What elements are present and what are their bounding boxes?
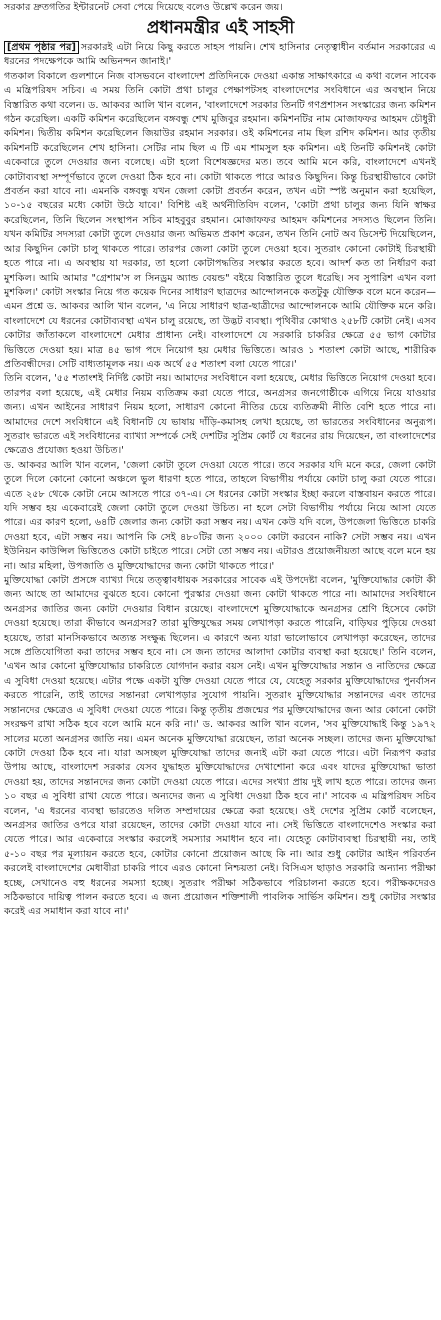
article-body	[0, 41, 441, 920]
article-paragraph: তিনি বলেন, '৫৫ শতাংশই নির্দিষ্ট কোটা নয়। আমাদের সংবিধানে বলা হয়েছে, মেধার ভিত্তিতে নিয়োগ দেওয়া হবে। তারপর বলা হয়েছে, এই মেধার নিয়ম ব্যতিক্রম করা যেতে পারে, অনগ্রসর জনগোষ্ঠীকে এগিয়ে নিয়ে যাওয়ার জন্য। এখন আইনের সাধারণ নিয়ম হলো, সাধারণ কোনো নীতির চেয়ে ব্যতিক্রমী নীতি বেশি হতে পারে না। আমাদের দেশে সংবিধানে এই বিধানটি যে ভাষায় দাঁড়ি-কমাসহ লেখা হয়েছে, তা ভারতের সংবিধানের অনুরূপ। সুতরাং ভারতে এই সংবিধানের ব্যাখ্যা সম্পর্কে সেই দেশটির সুপ্রিম কোর্ট যে ধরনের রায় দিয়েছেন, তা বাংলাদেশের ক্ষেত্রেও প্রযোজ্য হওয়া উচিত।'	[4, 373, 436, 457]
article-paragraph: গতকাল বিকালে গুলশানে নিজ বাসভবনে বাংলাদেশ প্রতিদিনকে দেওয়া একান্ত সাক্ষাৎকারে এ কথা বলেন সাবেক এ মন্ত্রিপরিষদ সচিব। এ সময় তিনি কোটা প্রথা চালুর পেক্ষাপটসহ বাংলাদেশের সংবিধানে এর অবস্থান নিয়ে বিস্তারিত কথা বলেন। ড. আকবর আলি খান বলেন, 'বাংলাদেশে সরকার তিনটি গণপ্রশাসন সংস্কারের জন্য কমিশন গঠন করেছিল। একটি কমিশন করেছিলেন বঙ্গবন্ধু শেখ মুজিবুর রহমান। কমিশনটির নাম মোজাফফর আহমদ চৌধুরী কমিশন। দ্বিতীয় কমিশন করেছিলেন জিয়াউর রহমান সরকার। ওই কমিশনের নাম ছিল রশিদ কমিশন। আর তৃতীয় কমিশনটি করেছিলেন শেখ হাসিনা। সেটির নাম ছিল এ টি এম শামসুল হক কমিশন। এই তিনটি কমিশনই কোটা একেবারে তুলে দেওয়ার জন্য বলেছে। এটা হলো বিশেষজ্ঞদের মত। তবে আমি মনে করি, বাংলাদেশে এখনই কোটাব্যবস্থা সম্পূর্ণভাবে তুলে দেওয়া ঠিক হবে না। কোটা থাকতে পারে আরও কিছুদিন। কিন্তু চিরস্থায়ীভাবে কোটা প্রবর্তন করা যাবে না। এমনকি বঙ্গবন্ধু যখন জেলা কোটা প্রবর্তন করেন, তখন এটা স্পষ্ট অনুমান করা হয়েছিল, ১০-১৫ বছরের মধ্যে কোটা উঠে যাবে।' বিশিষ্ট এই অর্থনীতিবিদ বলেন, 'কোটা প্রথা চালুর জন্য যিনি স্বাক্ষর করেছিলেন, তিনি ছিলেন সংস্থাপন সচিব মাহবুবুর রহমান। মোজাফফর আহমদ কমিশনের সদস্যও ছিলেন তিনি। যখন কমিটির সদস্যরা কোটা তুলে দেওয়ার জন্য অভিমত প্রকাশ করেন, তখন তিনি নোট অব ডিসেন্ট দিয়েছিলেন, আর কিছুদিন কোটা চালু থাকতে পারে। তারপর জেলা কোটা তুলে দেওয়া হবে। সুতরাং কোনো কোটাই চিরস্থায়ী হতে পারে না। এ অবস্থায় যা দরকার, তা হলো কোটাপদ্ধতির সংস্কার করতে হবে। আদর্শ কত তা নির্ধারণ করা মুশকিল। আমি আমার "গ্রেশাম'স ল সিনড্রম অ্যান্ড বেয়ন্ড" বইয়ে বিস্তারিত তুলে ধরেছি। সব সুপারিশ এখন বলা মুশকিল।' কোটা সংস্কার নিয়ে গত কয়েক দিনের সাধারণ ছাত্রদের আন্দোলনকে কতটুকু যৌক্তিক বলে মনে করেন—এমন প্রশ্নে ড. আকবর আলি খান বলেন, 'এ নিয়ে সাধারণ ছাত্র-ছাত্রীদের আন্দোলনকে আমি যৌক্তিক মনে করি। বাংলাদেশে যে ধরনের কোটাব্যবস্থা এখন চালু রয়েছে, তা উদ্ভট ব্যবস্থা। পৃথিবীর কোথাও ২৫৮টি কোটা নেই। এসব কোটার জাঁতাকলে বাংলাদেশে মেধার প্রাধান্য নেই। বাংলাদেশে যে সরকারি চাকরির ক্ষেত্রে ৫৫ ভাগ কোটার ভিত্তিতে দেওয়া হয়। মাত্র ৪৫ ভাগ পদে নিয়োগ হয় মেধার ভিত্তিতে। আরও ১ শতাংশ কোটা আছে, শারীরিক প্রতিবন্ধীদের। সেটি বাধ্যতামূলক নয়। এক অর্থে ৫৫ শতাংশ বলা যেতে পারে।'	[4, 70, 436, 370]
article-paragraph: মুক্তিযোদ্ধা কোটা প্রসঙ্গে ব্যাখ্যা দিয়ে তত্ত্বাবধায়ক সরকারের সাবেক এই উপদেষ্টা বলেন, 'মুক্তিযোদ্ধার কোটা কী জন্য আছে তা আমাদের বুঝতে হবে। কোনো পুরস্কার দেওয়া জন্য কোটা থাকতে পারে না। আমাদের সংবিধানে অনগ্রসর জাতির জন্য কোটা দেওয়ার বিধান রয়েছে। বাংলাদেশে মুক্তিযোদ্ধাকে অনগ্রসর শ্রেণি হিসেবে কোটা দেওয়া হয়েছে। তারা কীভাবে অনগ্রসর? তারা মুক্তিযুদ্ধের সময় লেখাপড়া করতে পারেনি, বাড়িঘর পুড়িয়ে দেওয়া হয়েছে, তারা মানসিকভাবে অত্যন্ত সংক্ষুব্ধ ছিলেন। এ কারণে অন্য যারা ভালোভাবে লেখাপড়া করেছেন, তাদের সঙ্গে প্রতিযোগিতা করা তাদের সম্ভব হবে না। সে জন্য তাদের আলাদা কোটার ব্যবস্থা করা হয়েছে।' তিনি বলেন, 'এখন আর কোনো মুক্তিযোদ্ধার চাকরিতে যোগদান করার বয়স নেই। এখন মুক্তিযোদ্ধার সন্তান ও নাতিদের ক্ষেত্রে এ সুবিধা দেওয়া হয়েছে। এটার পক্ষে একটা যুক্তি দেওয়া যেতে পারে যে, যেহেতু সরকার মুক্তিযোদ্ধাদের পুনর্বাসন করতে পারেনি, তাই তাদের সন্তানরা লেখাপড়ার সুযোগ পায়নি। সুতরাং মুক্তিযোদ্ধার সন্তানদের এবং তাদের সন্তানদের ক্ষেত্রেও এ সুবিধা দেওয়া যেতে পারে। কিন্তু তৃতীয় প্রজন্মের পর মুক্তিযোদ্ধাদের জন্য আর কোনো কোটা সংরক্ষণ রাখা সঠিক হবে বলে আমি মনে করি না।' ড. আকবর আলি খান বলেন, 'সব মুক্তিযোদ্ধাই কিন্তু ১৯৭২ সালের মতো অনগ্রসর জাতি নয়। এমন অনেক মুক্তিযোদ্ধা রয়েছেন, তারা অনেক সচ্ছল। তাদের জন্য মুক্তিযোদ্ধা কোটা দেওয়া ঠিক হবে না। যারা অসচ্ছল মুক্তিযোদ্ধা তাদের জন্যই এটা করা যেতে পারে। এটা নিরূপণ করার উপায় আছে, বাংলাদেশ সরকার যেসব যুদ্ধাহত মুক্তিযোদ্ধাদের দেখাশোনা করে এবং যাদের মুক্তিযোদ্ধা ভাতা দেওয়া হয়, তাদের সন্তানদের জন্য কোটা দেওয়া যেতে পারে। এদের সংখ্যা প্রায় দুই লাখ হতে পারে। তাদের জন্য ১০ বছর এ সুবিধা রাখা যেতে পারে। অন্যদের জন্য এ সুবিধা দেওয়া ঠিক হবে না।' সাবেক এ মন্ত্রিপরিষদ সচিব বলেন, 'এ ধরনের ব্যবস্থা ভারতেও দলিত সম্প্রদায়ের ক্ষেত্রে করা হয়েছে। ওই দেশের সুপ্রিম কোর্ট বলেছেন, অনগ্রসর জাতির ওপরে যারা রয়েছেন, তাদের কোটা দেওয়া যাবে না। সেই ভিত্তিতে বাংলাদেশেও সংস্কার করা যেতে পারে। আর একেবারে সংস্কার করলেই সমস্যার সমাধান হবে না। যেহেতু কোটাব্যবস্থা চিরস্থায়ী নয়, তাই ৫-১০ বছর পর মূল্যায়ন করতে হবে, কোটার কোনো প্রয়োজন আছে কি না। আর শুধু কোটার আইন পরিবর্তন করলেই বাংলাদেশের মেধাবীরা চাকরি পাবে এরও কোনো নিশ্চয়তা নেই। বিসিএস ছাড়াও সরকারি অন্যান্য পরীক্ষা হচ্ছে, সেখানেও বহু ধরনের সমস্যা হচ্ছে। সুতরাং পরীক্ষা সঠিকভাবে পরিচালনা করতে হবে। পরীক্ষকদেরও সঠিকভাবে দায়িত্ব পালন করতে হবে। এ জন্য প্রয়োজন শক্তিশালী পাবলিক সার্ভিস কমিশন। শুধু কোটার সংস্কার করেই এর সমাধান করা যাবে না।'	[4, 575, 436, 918]
paragraph-text: সরকারই এটা নিয়ে কিছু করতে সাহস পায়নি। শেখ হাসিনার নেতৃত্বাধীন বর্তমান সরকারের এ ধরনের পদক্ষেপকে আমি অভিনন্দন জানাই।'	[4, 42, 436, 68]
previous-article-tail: সরকার দ্রুতগতির ইন্টারনেট সেবা পেয়ে দিয়েছে বলেও উল্লেখ করেন জয়।	[4, 2, 283, 13]
article-paragraph	[4, 41, 436, 70]
article-paragraph: ড. আকবর আলি খান বলেন, 'জেলা কোটা তুলে দেওয়া যেতে পারে। তবে সরকার যদি মনে করে, জেলা কোটা তুলে দিলে কোনো কোনো অঞ্চলে ভুল ধারণা হতে পারে, তাহলে বিভাগীয় পর্যায়ে কোটা চালু করা যেতে পারে। এতে ২৫৮ থেকে কোটা নেমে আসতে পারে ৩৭-এ। সে ধরনের কোটা সংস্কার ইচ্ছা করলে বাস্তবায়ন করতে পারে। যদি সম্ভব হয় একেবারেই জেলা কোটা তুলে দেওয়া উচিত। না হলে সেটা বিভাগীয় পর্যায়ে নিয়ে আসা যেতে পারে। এর কারণ হলো, ৬৪টি জেলার জন্য কোটা করা সম্ভব নয়। এখন কেউ যদি বলে, উপজেলা ভিত্তিতে চাকরি দেওয়া হবে, এটা সম্ভব নয়। আপনি কি সেই ৪৮০টির জন্য ২০০০ কোটা করবেন নাকি? সেটা সম্ভব নয়। এখন ইউনিয়ন কাউন্সিল ভিত্তিতেও কোটা চাইতে পারে। সেটা তো সম্ভব নয়। এটারও প্রয়োজনীয়তা আছে বলে মনে হয় না। আর মহিলা, উপজাতি ও মুক্তিযোদ্ধাদের জন্য কোটা থাকতে পারে।'	[4, 459, 436, 572]
continued-from-front-page-label: [প্রথম পৃষ্ঠার পর]	[4, 41, 79, 54]
headline: প্রধানমন্ত্রীর এই সাহসী	[146, 18, 295, 38]
